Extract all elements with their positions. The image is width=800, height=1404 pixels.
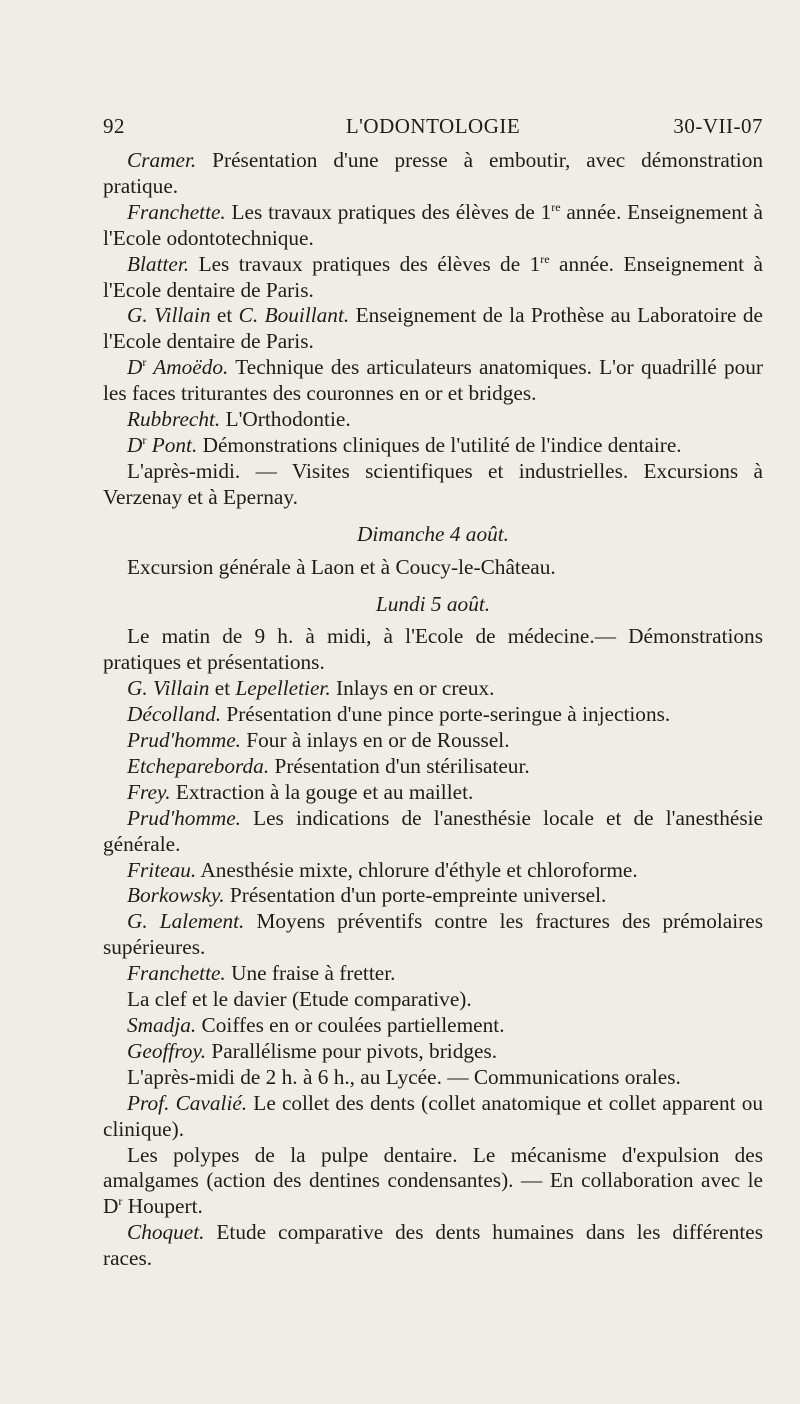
entry-amoedo: $D^r$ Amoëdo. Technique des articulateurs anatomiques. L'or quadrillé pour les faces triturantes des couronnes en or et bridges. — [103, 355, 763, 406]
entry-cramer: Cramer. Présentation d'une presse à emboutir, avec démonstration pratique. — [103, 148, 763, 198]
entry-borkowsky: Borkowsky. Présentation d'un porte-empreinte universel. — [127, 883, 607, 908]
entry-cavalie: Prof. Cavalié. Le collet des dents (collet anatomique et collet apparent ou clinique). — [103, 1090, 763, 1141]
entry-smadja: Smadja. Coiffes en or coulées partiellement. — [127, 1013, 505, 1037]
entry-geoffroy: Geoffroy. Parallélisme pour pivots, bridges. — [127, 1038, 498, 1063]
entry-friteau: Friteau. Anesthésie mixte, chlorure d'éthyle et chloroforme. — [127, 857, 638, 882]
entry-pont: $D^r$ Pont. Démonstrations cliniques de l'utilité de l'indice dentaire. — [127, 432, 682, 457]
entry-prudhomme-1: Prud'homme. Four à inlays en or de Roussel. — [127, 728, 510, 753]
entry-frey: Frey. Extraction à la gouge et au maillet. — [127, 779, 474, 804]
entry-excursion-laon: Excursion générale à Laon et à Coucy-le-Château. — [127, 554, 556, 579]
entry-decolland: Décolland. Présentation d'une pince porte-seringue à injections. — [127, 702, 671, 727]
day-heading-monday: Lundi 5 août. — [375, 591, 491, 616]
entry-prudhomme-2: Prud'homme. Les indications de l'anesthésie locale et de l'anesthésie générale. — [103, 805, 763, 856]
page-number: 92 — [103, 114, 125, 138]
page-body — [103, 148, 763, 1272]
entry-choquet: Choquet. Etude comparative des dents humaines dans les différentes races. — [103, 1220, 763, 1271]
entry-villain-bouillant: G. Villain et C. Bouillant. Enseignement de la Prothèse au Laboratoire de l'Ecole dentaire de Paris. — [103, 303, 763, 354]
entry-franchette-2: Franchette. Une fraise à fretter. — [127, 961, 396, 986]
entry-franchette-1: Franchette. Les travaux pratiques des élèves de 1re année. Enseignement à l'Ecole odontotechnique. — [103, 199, 763, 250]
entry-lalement: G. Lalement. Moyens préventifs contre les fractures des prémolaires supérieures. — [103, 909, 763, 960]
entry-villain-lepelletier: G. Villain et Lepelletier. Inlays en or creux. — [127, 676, 495, 701]
journal-title: L'ODONTOLOGIE — [345, 114, 521, 138]
entry-etchepareborda: Etchepareborda. Présentation d'un stérilisateur. — [127, 753, 530, 778]
day-heading-sunday: Dimanche 4 août. — [356, 521, 509, 546]
entry-afternoon-visits: L'après-midi. — Visites scientifiques et industrielles. Excursions à Verzenay et à Epernay. — [103, 458, 763, 509]
entry-rubbrecht: Rubbrecht. L'Orthodontie. — [127, 407, 351, 432]
entry-clef-davier: La clef et le davier (Etude comparative). — [127, 987, 472, 1012]
running-header — [103, 114, 763, 144]
issue-date: 30-VII-07 — [673, 114, 763, 138]
entry-afternoon-lycee: L'après-midi de 2 h. à 6 h., au Lycée. — Communications orales. — [127, 1064, 681, 1089]
entry-polypes: Les polypes de la pulpe dentaire. Le mécanisme d'expulsion des amalgames (action des dentines condensantes). — En collaboration avec le $D^r$ Houpert. — [103, 1142, 763, 1219]
entry-morning-intro: Le matin de 9 h. à midi, à l'Ecole de médecine.— Démonstrations pratiques et présentations. — [103, 624, 763, 675]
entry-blatter: Blatter. Les travaux pratiques des élèves de 1re année. Enseignement à l'Ecole dentaire de Paris. — [103, 251, 763, 302]
